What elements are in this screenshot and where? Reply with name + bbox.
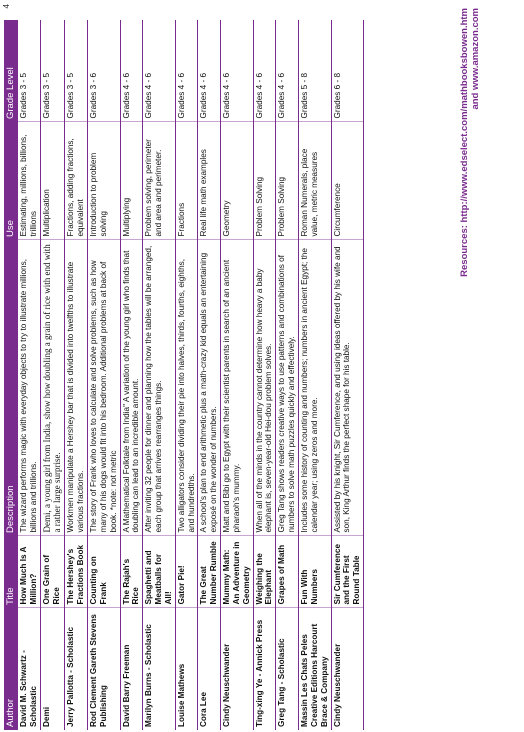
math-books-table xyxy=(4,20,364,730)
use-cell: Real life math examples xyxy=(198,122,221,240)
author-cell: Cindy Neuschwander xyxy=(221,608,254,730)
description-cell: The wizard performs magic with everyday objects to try to illustrate millions, billions and trillions. xyxy=(18,240,40,536)
description-cell: Assisted by his knight, Sir Cumference, and using ideas offered by his wife and son, King Arthur finds the perfect shape for his table. xyxy=(331,240,364,536)
header-description: Description xyxy=(4,240,18,536)
description-cell: After inviting 32 people for dinner and planning how the tables will be arranged, each group that arrives rearranges things. xyxy=(143,240,176,536)
use-cell: Circumference xyxy=(331,122,364,240)
description-cell: When all of the minds in the country cannot determine how heavy a baby elephant is, seven-year-old Hei-dou problem solves. xyxy=(253,240,276,536)
table-row xyxy=(253,20,276,730)
author-cell: Louise Mathews xyxy=(175,608,198,730)
description-cell: A school's plan to end arithmetic plus a math-crazy kid equals an entertaining exposé on the wonder of numbers. xyxy=(198,240,221,536)
description-cell: The story of Frank who loves to calculate and solve problems, such as how many of his dogs would fit into his bedroom. Additional problems at back of book. *note: not metric xyxy=(87,240,120,536)
page-number: 4 xyxy=(2,4,11,9)
grade-cell: Grades 4 - 6 xyxy=(198,20,221,122)
table-row xyxy=(198,20,221,730)
grade-cell: Grades 4 - 6 xyxy=(253,20,276,122)
description-cell: Matt and Bibi go to Egypt with their scientist parents in search of an ancient pharaoh's mummy. xyxy=(221,240,254,536)
description-cell: Includes some history of counting and numbers; numbers in ancient Egypt; the calendar year; using zeros and more. xyxy=(299,240,332,536)
description-cell: Workmen manipulate a Hershey bar that is divided into twelfths to illustrate various fractions. xyxy=(65,240,88,536)
description-cell: Greg Tang shows readers creative ways to use patterns and combinations of numbers to solve math puzzles quickly and effectively. xyxy=(276,240,299,536)
author-cell: Jerry Pallotta - Scholastic xyxy=(65,608,88,730)
table-row xyxy=(120,20,143,730)
header-row xyxy=(4,20,18,730)
grade-cell: Grades 3 - 5 xyxy=(40,20,65,122)
author-cell: Ting-xing Ye - Annick Press xyxy=(253,608,276,730)
title-cell: The Rajah's Rice xyxy=(120,536,143,608)
title-cell: Spaghetti and Meatballs for All! xyxy=(143,536,176,608)
author-cell: David Barry Freeman xyxy=(120,608,143,730)
table-row xyxy=(18,20,40,730)
grade-cell: Grades 6 - 8 xyxy=(331,20,364,122)
use-cell: Multiplying xyxy=(120,122,143,240)
table-row xyxy=(87,20,120,730)
author-cell: David M. Schwartz - Scholastic xyxy=(18,608,40,730)
use-cell: Fractions xyxy=(175,122,198,240)
header-title: Title xyxy=(4,536,18,608)
author-cell: Demi xyxy=(40,608,65,730)
title-cell: Counting on Frank xyxy=(87,536,120,608)
grade-cell: Grades 5 - 8 xyxy=(299,20,332,122)
title-cell: Grapes of Math xyxy=(276,536,299,608)
use-cell: Problem solving, perimeter and area and perimeter. xyxy=(143,122,176,240)
use-cell: Fractions, adding fractions, equivalent xyxy=(65,122,88,240)
table-row xyxy=(331,20,364,730)
grade-cell: Grades 4 - 6 xyxy=(175,20,198,122)
title-cell: Gator Pie! xyxy=(175,536,198,608)
table-row xyxy=(65,20,88,730)
use-cell: Roman Numerals, place value, metric measures xyxy=(299,122,332,240)
title-cell: The Hershey's Fractions Book xyxy=(65,536,88,608)
table-row xyxy=(40,20,65,730)
title-cell: Sir Cumference and the First Round Table xyxy=(331,536,364,608)
grade-cell: Grades 3 - 5 xyxy=(65,20,88,122)
title-cell: Mummy Math: An Adventure in Geometry xyxy=(221,536,254,608)
title-cell: How Much Is A Million? xyxy=(18,536,40,608)
header-author: Author xyxy=(4,608,18,730)
grade-cell: Grades 3 - 5 xyxy=(18,20,40,122)
grade-cell: Grades 4 - 6 xyxy=(276,20,299,122)
table-row xyxy=(221,20,254,730)
author-cell: Massin Les Chats Peles Creative Editions Harcourt Brace & Company xyxy=(299,608,332,730)
resources-line-2: and www.amazon.com xyxy=(469,8,481,110)
author-cell: Greg Tang - Scholastic xyxy=(276,608,299,730)
table-row xyxy=(143,20,176,730)
use-cell: Multiplication xyxy=(40,122,65,240)
use-cell: Problem Solving xyxy=(276,122,299,240)
table-row xyxy=(299,20,332,730)
title-cell: Weighing the Elephant xyxy=(253,536,276,608)
use-cell: Estimating, millions, billions, trillions xyxy=(18,122,40,240)
use-cell: Problem Solving xyxy=(253,122,276,240)
description-cell: A Mathematical Folktale from India" A variation of the young girl who finds that doubling can lead to an incredible amount. xyxy=(120,240,143,536)
title-cell: The Great Number Rumble xyxy=(198,536,221,608)
description-cell: Two alligators consider dividing their pie into halves, thirds, fourths, eighths, and hundredths. xyxy=(175,240,198,536)
header-grade-level: Grade Level xyxy=(4,20,18,122)
author-cell: Cindy Neuschwander xyxy=(331,608,364,730)
table-row xyxy=(175,20,198,730)
author-cell: Rod Clement Gareth Stevens Publishing xyxy=(87,608,120,730)
title-cell: One Grain of Rice xyxy=(40,536,65,608)
use-cell: Introduction to problem solving xyxy=(87,122,120,240)
header-use: Use xyxy=(4,122,18,240)
table-row xyxy=(276,20,299,730)
grade-cell: Grades 3 - 6 xyxy=(87,20,120,122)
grade-cell: Grades 4 - 6 xyxy=(120,20,143,122)
grade-cell: Grades 4 - 6 xyxy=(221,20,254,122)
grade-cell: Grades 4 - 6 xyxy=(143,20,176,122)
title-cell: Fun With Numbers xyxy=(299,536,332,608)
description-cell: Demi, a young girl from India, show how doubling a grain of rice with end with a rather large surprise. xyxy=(40,240,65,536)
resources-note xyxy=(460,8,482,528)
resources-line-1: Resources: http://www.edselect.com/mathbooksbowen.htm xyxy=(459,8,470,277)
author-cell: Cora Lee xyxy=(198,608,221,730)
use-cell: Geometry xyxy=(221,122,254,240)
author-cell: Marilyn Burns - Scholastic xyxy=(143,608,176,730)
